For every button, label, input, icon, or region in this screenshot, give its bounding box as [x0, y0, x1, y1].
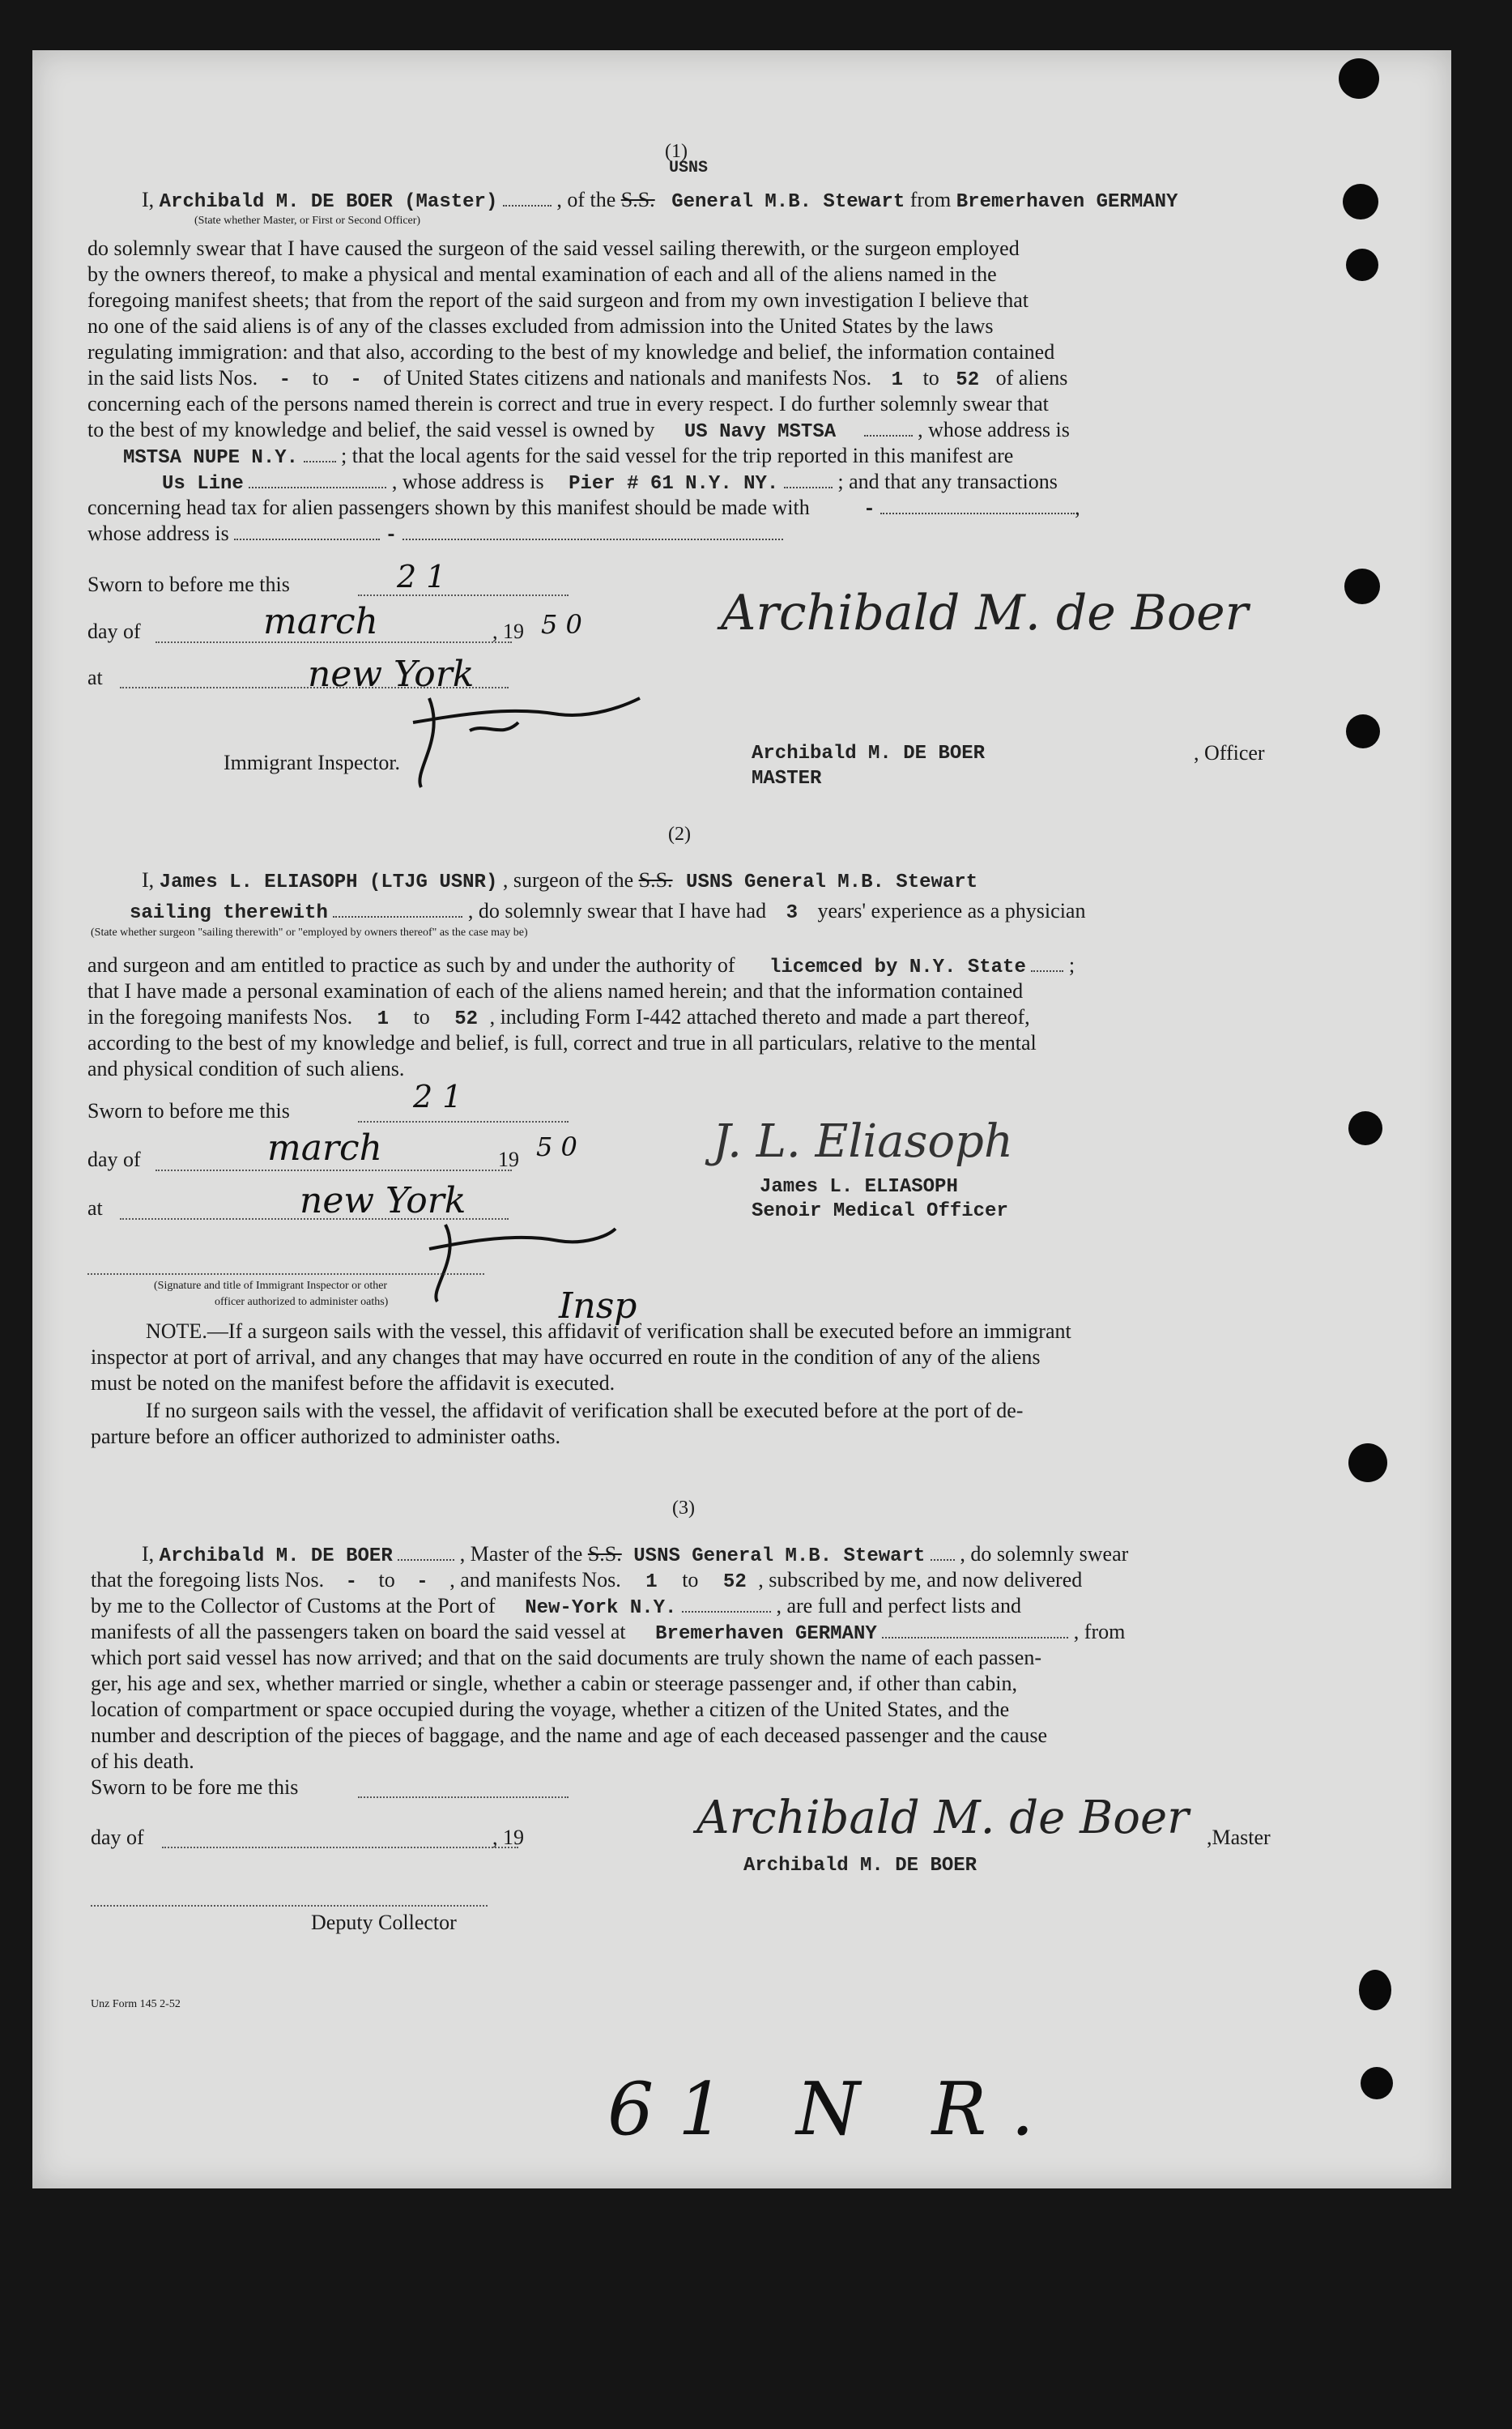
s3-para-line: by me to the Collector of Customs at the Port of New-York N.Y. , are full and perfect lists and [91, 1594, 1021, 1619]
officer-rank: MASTER [752, 768, 822, 790]
agent-address: Pier # 61 N.Y. NY. [569, 473, 779, 495]
year-prefix: , 19 [492, 620, 524, 643]
inspector-signature [397, 674, 656, 795]
s1-para-line: regulating immigration: and that also, according to the best of my knowledge and belief, the information contained [87, 340, 1055, 364]
punch-hole [1348, 1111, 1382, 1145]
punch-hole [1348, 1443, 1387, 1482]
year-prefix: 19 [498, 1148, 519, 1171]
year: 5 0 [536, 1131, 577, 1162]
master-name: Archibald M. DE BOER [159, 1545, 393, 1567]
s3-para-line: ger, his age and sex, whether married or single, whether a cabin or steerage passenger and, if other than cabin, [91, 1672, 1017, 1695]
punch-hole [1343, 184, 1378, 219]
inspector-label: Immigrant Inspector. [224, 751, 401, 774]
year-prefix: , 19 [492, 1826, 524, 1849]
vessel-name: USNS General M.B. Stewart [633, 1545, 926, 1567]
master-signature: Archibald M. de Boer [696, 1792, 1189, 1844]
sailing-status: sailing therewith [130, 902, 328, 924]
handwritten-note: 61 N R. [607, 2067, 1058, 2152]
s3-para-line: manifests of all the passengers taken on board the said vessel at Bremerhaven GERMANY , from [91, 1620, 1126, 1645]
sworn-label: Sworn to before me this [87, 573, 290, 596]
day-of-label: day of [87, 620, 141, 643]
surgeon-signature: J. L. Eliasoph [713, 1115, 1013, 1168]
vessel-name: General M.B. Stewart [671, 191, 905, 213]
s1-para-line: no one of the said aliens is of any of the classes excluded from admission into the United States by the laws [87, 314, 994, 338]
owner-address: MSTSA NUPE N.Y. [123, 447, 299, 469]
note-line: inspector at port of arrival, and any changes that may have occurred en route in the condition of any of the aliens [91, 1345, 1041, 1369]
section-number: (2) [668, 824, 691, 845]
authority: licemced by N.Y. State [769, 957, 1026, 978]
note-line: NOTE.—If a surgeon sails with the vessel, this affidavit of verification shall be executed before an immigrant [146, 1319, 1071, 1343]
s1-para-line: Us Line , whose address is Pier # 61 N.Y. NY. ; and that any transactions [162, 470, 1058, 495]
owner: US Navy MSTSA [684, 421, 837, 443]
s1-para-line: whose address is - [87, 522, 783, 547]
section-number: (3) [672, 1498, 695, 1519]
s1-para-line: in the said lists Nos. - to - of United States citizens and nationals and manifests Nos. 1 to 52 of aliens [87, 366, 1068, 391]
master-typed: Archibald M. DE BOER [743, 1855, 977, 1877]
surgeon-subcaption: (State whether surgeon "sailing therewith" or "employed by owners thereof" as the case may be) [91, 927, 528, 939]
year: 5 0 [541, 609, 582, 640]
officer-typed: Archibald M. DE BOER [752, 743, 986, 765]
section-number: (1) [665, 141, 688, 162]
departure-port: Bremerhaven GERMANY [956, 191, 1178, 213]
s1-para-line: MSTSA NUPE N.Y. ; that the local agents for the said vessel for the trip reported in this manifest are [123, 444, 1014, 469]
sworn-day: 2 1 [413, 1079, 462, 1114]
s3-para-line: location of compartment or space occupied during the voyage, whether a citizen of the United States, and the [91, 1698, 1010, 1721]
punch-hole [1359, 1970, 1391, 2010]
document-page [32, 50, 1451, 2188]
form-number: Unz Form 145 2-52 [91, 1998, 181, 2010]
s1-para-line: do solemnly swear that I have caused the surgeon of the said vessel sailing therewith, or the surgeon employed [87, 237, 1020, 260]
s1-para-line: by the owners thereof, to make a physical and mental examination of each and all of the aliens named in the [87, 262, 997, 286]
month: march [267, 1127, 382, 1169]
sworn-day: 2 1 [397, 559, 446, 594]
sworn-label: Sworn to be fore me this [91, 1775, 299, 1799]
place: new York [300, 1180, 466, 1221]
day-of-label: day of [87, 1148, 141, 1171]
place: new York [308, 654, 475, 695]
sworn-label: Sworn to before me this [87, 1099, 290, 1123]
s3-para-line: that the foregoing lists Nos. - to - , and manifests Nos. 1 to 52 , subscribed by me, and now delivered [91, 1568, 1083, 1593]
note-line: parture before an officer authorized to administer oaths. [91, 1425, 560, 1448]
month: march [263, 601, 378, 642]
punch-hole [1361, 2067, 1393, 2099]
usns-insert: USNS [669, 159, 709, 177]
master-label: ,Master [1207, 1826, 1271, 1849]
surgeon-title: Senoir Medical Officer [752, 1200, 1008, 1222]
s1-para-line: to the best of my knowledge and belief, the said vessel is owned by US Navy MSTSA , whose address is [87, 418, 1070, 443]
s1-para-line: concerning head tax for alien passengers shown by this manifest should be made with - , [87, 496, 1080, 521]
s3-para-line: which port said vessel has now arrived; and that on the said documents are truly shown the name of each passen- [91, 1646, 1041, 1669]
surgeon-name: James L. ELIASOPH (LTJG USNR) [159, 871, 498, 893]
ss-struck: S.S. [620, 188, 655, 211]
deputy-label: Deputy Collector [311, 1911, 457, 1934]
punch-hole [1346, 714, 1380, 748]
note-line: If no surgeon sails with the vessel, the affidavit of verification shall be executed before at the port of de- [146, 1399, 1024, 1422]
s2-para-line: according to the best of my knowledge and belief, is full, correct and true in all particulars, relative to the mental [87, 1031, 1037, 1055]
s3-para-line: number and description of the pieces of baggage, and the name and age of each deceased passenger and the cause [91, 1724, 1048, 1747]
punch-hole [1346, 249, 1378, 281]
surgeon-typed: James L. ELIASOPH [760, 1176, 958, 1198]
arrival-port: New-York N.Y. [525, 1597, 677, 1619]
s2-para-line: and physical condition of such aliens. [87, 1057, 405, 1080]
sig-caption-2: officer authorized to administer oaths) [215, 1296, 389, 1308]
s1-para-line: concerning each of the persons named therein is correct and true in every respect. I do further solemnly swear that [87, 392, 1049, 415]
day-of-label: day of [91, 1826, 144, 1849]
s1-line-1: I, Archibald M. DE BOER (Master) , of the S.S. General M.B. Stewart from Bremerhaven GERMANY [142, 188, 1178, 213]
master-name: Archibald M. DE BOER (Master) [159, 191, 498, 213]
s1-para-line: foregoing manifest sheets; that from the report of the said surgeon and from my own investigation I believe that [87, 288, 1029, 312]
punch-hole [1339, 58, 1379, 99]
master-subcaption: (State whether Master, or First or Second Officer) [194, 215, 421, 227]
sig-caption-1: (Signature and title of Immigrant Inspector or other [154, 1280, 388, 1292]
agent: Us Line [162, 473, 244, 495]
s2-para-line: in the foregoing manifests Nos. 1 to 52 , including Form I-442 attached thereto and made a part thereof, [87, 1005, 1030, 1030]
punch-hole [1344, 569, 1380, 604]
embark-port: Bremerhaven GERMANY [655, 1623, 877, 1645]
note-line: must be noted on the manifest before the affidavit is executed. [91, 1371, 615, 1395]
s2-para-line: and surgeon and am entitled to practice as such by and under the authority of licemced by N.Y. State ; [87, 953, 1075, 978]
master-signature: Archibald M. de Boer [721, 585, 1249, 641]
s2-para-line: that I have made a personal examination of each of the aliens named herein; and that the information contained [87, 979, 1024, 1003]
s3-line-1: I, Archibald M. DE BOER , Master of the S.S. USNS General M.B. Stewart , do solemnly swear [142, 1542, 1129, 1567]
at-label: at [87, 666, 103, 689]
vessel-name: USNS General M.B. Stewart [686, 871, 978, 893]
at-label: at [87, 1196, 103, 1220]
s2-line-1: I, James L. ELIASOPH (LTJG USNR) , surgeon of the S.S. USNS General M.B. Stewart [142, 868, 978, 893]
inspector-title-hw: Insp [559, 1285, 637, 1327]
officer-label: , Officer [1194, 741, 1265, 765]
s2-line-2: sailing therewith , do solemnly swear that I have had 3 years' experience as a physician [130, 899, 1086, 924]
s3-para-line: of his death. [91, 1749, 194, 1773]
